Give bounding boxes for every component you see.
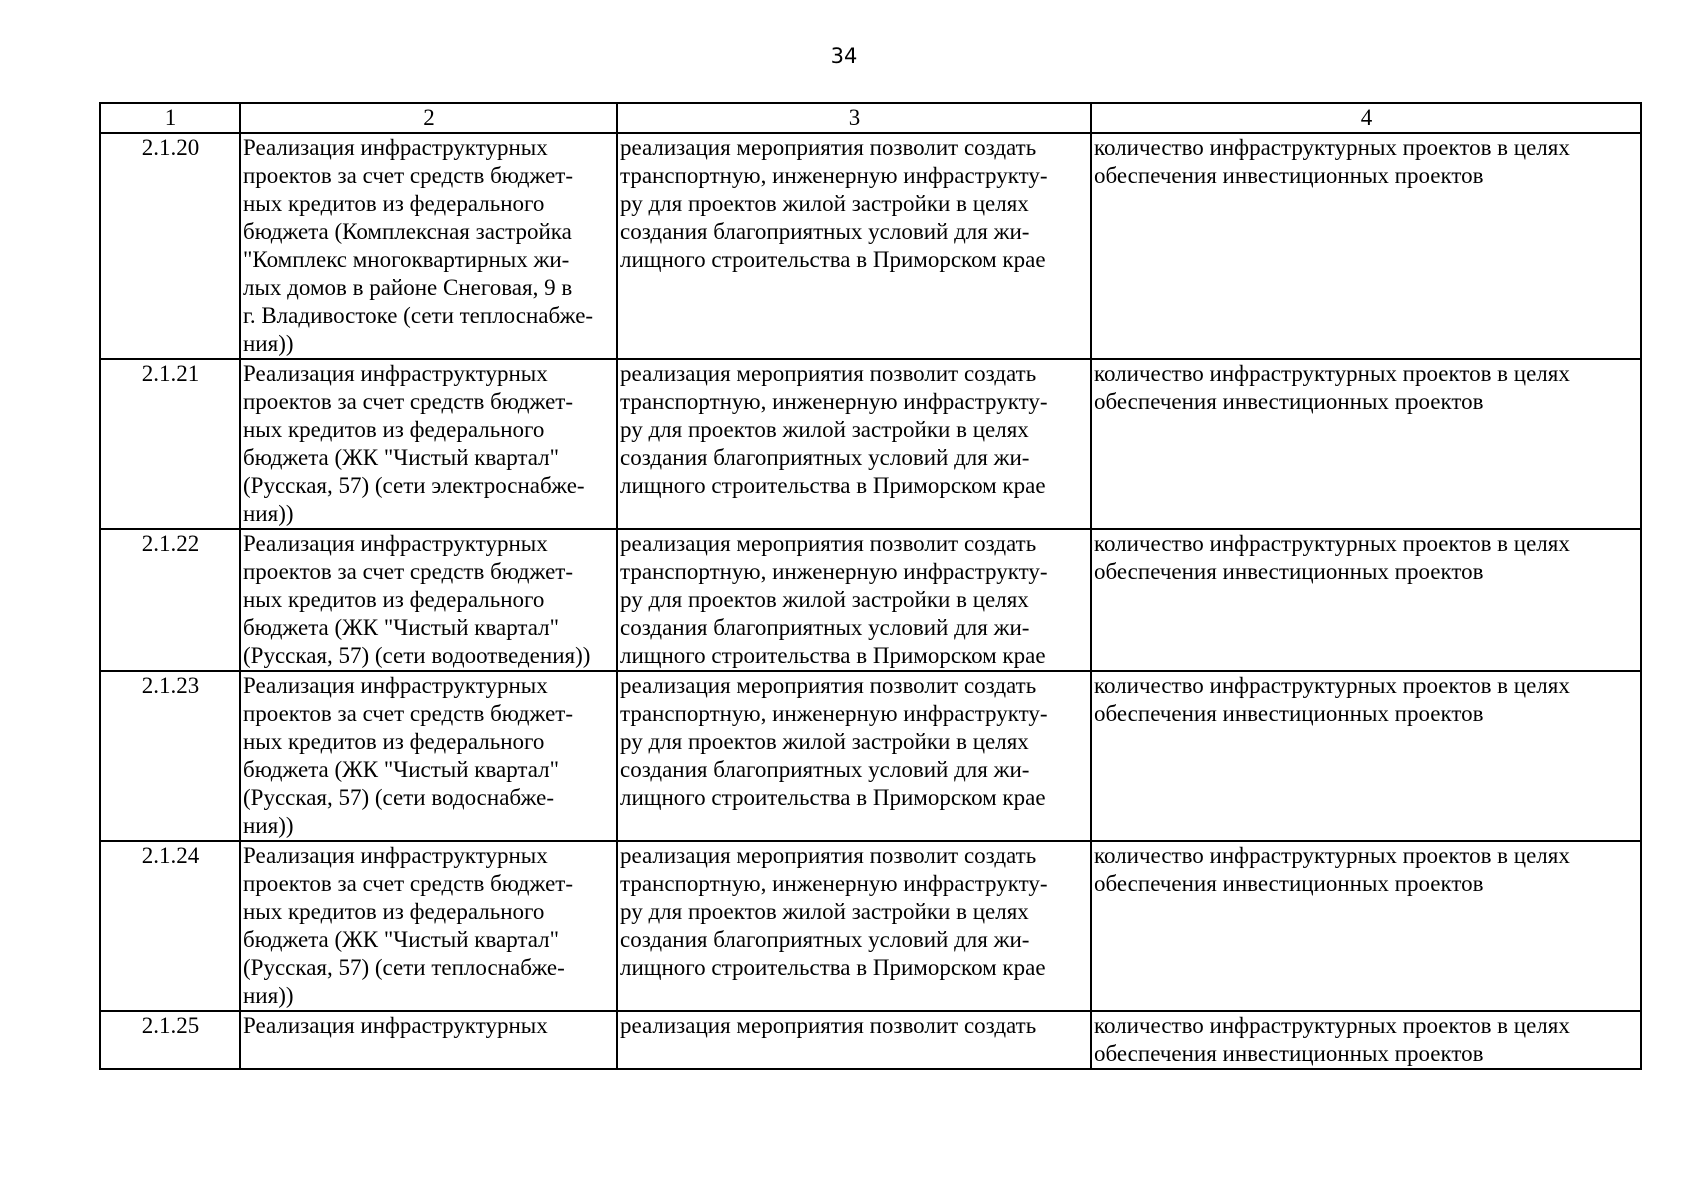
row-number: 2.1.24	[100, 841, 240, 1011]
measure-effect: реализация мероприятия позволит создать транспортную, инженерную инфраструкту- ру для проектов жилой застройки в целях создания благоприятных условий для жи- лищного строительства в Приморском крае	[617, 133, 1091, 359]
measure-indicator: количество инфраструктурных проектов в целях обеспечения инвестиционных проектов	[1091, 671, 1641, 841]
measure-indicator: количество инфраструктурных проектов в целях обеспечения инвестиционных проектов	[1091, 133, 1641, 359]
measure-name: Реализация инфраструктурных проектов за счет средств бюджет- ных кредитов из федерального бюджета (ЖК "Чистый квартал" (Русская, 57) (сети водоснабже- ния))	[240, 671, 617, 841]
row-number: 2.1.25	[100, 1011, 240, 1069]
column-header-1: 1	[100, 103, 240, 133]
column-header-3: 3	[617, 103, 1091, 133]
measure-indicator: количество инфраструктурных проектов в целях обеспечения инвестиционных проектов	[1091, 841, 1641, 1011]
table-row	[100, 133, 1641, 359]
row-number: 2.1.21	[100, 359, 240, 529]
table-row	[100, 1011, 1641, 1069]
measures-table	[99, 102, 1642, 1070]
row-number: 2.1.20	[100, 133, 240, 359]
measure-effect: реализация мероприятия позволит создать транспортную, инженерную инфраструкту- ру для проектов жилой застройки в целях создания благоприятных условий для жи- лищного строительства в Приморском крае	[617, 671, 1091, 841]
measure-effect: реализация мероприятия позволит создать	[617, 1011, 1091, 1069]
table-row	[100, 529, 1641, 671]
table-row	[100, 359, 1641, 529]
table-row	[100, 841, 1641, 1011]
measure-name: Реализация инфраструктурных проектов за счет средств бюджет- ных кредитов из федерального бюджета (ЖК "Чистый квартал" (Русская, 57) (сети электроснабже- ния))	[240, 359, 617, 529]
measure-name: Реализация инфраструктурных проектов за счет средств бюджет- ных кредитов из федерального бюджета (ЖК "Чистый квартал" (Русская, 57) (сети теплоснабже- ния))	[240, 841, 617, 1011]
column-header-4: 4	[1091, 103, 1641, 133]
measure-indicator: количество инфраструктурных проектов в целях обеспечения инвестиционных проектов	[1091, 1011, 1641, 1069]
measure-name: Реализация инфраструктурных	[240, 1011, 617, 1069]
row-number: 2.1.22	[100, 529, 240, 671]
measure-name: Реализация инфраструктурных проектов за счет средств бюджет- ных кредитов из федерального бюджета (ЖК "Чистый квартал" (Русская, 57) (сети водоотведения))	[240, 529, 617, 671]
measure-effect: реализация мероприятия позволит создать транспортную, инженерную инфраструкту- ру для проектов жилой застройки в целях создания благоприятных условий для жи- лищного строительства в Приморском крае	[617, 529, 1091, 671]
table-header-row	[100, 103, 1641, 133]
page-number: 34	[830, 44, 858, 68]
measure-effect: реализация мероприятия позволит создать транспортную, инженерную инфраструкту- ру для проектов жилой застройки в целях создания благоприятных условий для жи- лищного строительства в Приморском крае	[617, 359, 1091, 529]
measure-indicator: количество инфраструктурных проектов в целях обеспечения инвестиционных проектов	[1091, 529, 1641, 671]
measure-name: Реализация инфраструктурных проектов за счет средств бюджет- ных кредитов из федерального бюджета (Комплексная застройка "Комплекс многоквартирных жи- лых домов в районе Снеговая, 9 в г. Владивостоке (сети теплоснабже- ния))	[240, 133, 617, 359]
table-row	[100, 671, 1641, 841]
measure-indicator: количество инфраструктурных проектов в целях обеспечения инвестиционных проектов	[1091, 359, 1641, 529]
measure-effect: реализация мероприятия позволит создать транспортную, инженерную инфраструкту- ру для проектов жилой застройки в целях создания благоприятных условий для жи- лищного строительства в Приморском крае	[617, 841, 1091, 1011]
column-header-2: 2	[240, 103, 617, 133]
row-number: 2.1.23	[100, 671, 240, 841]
